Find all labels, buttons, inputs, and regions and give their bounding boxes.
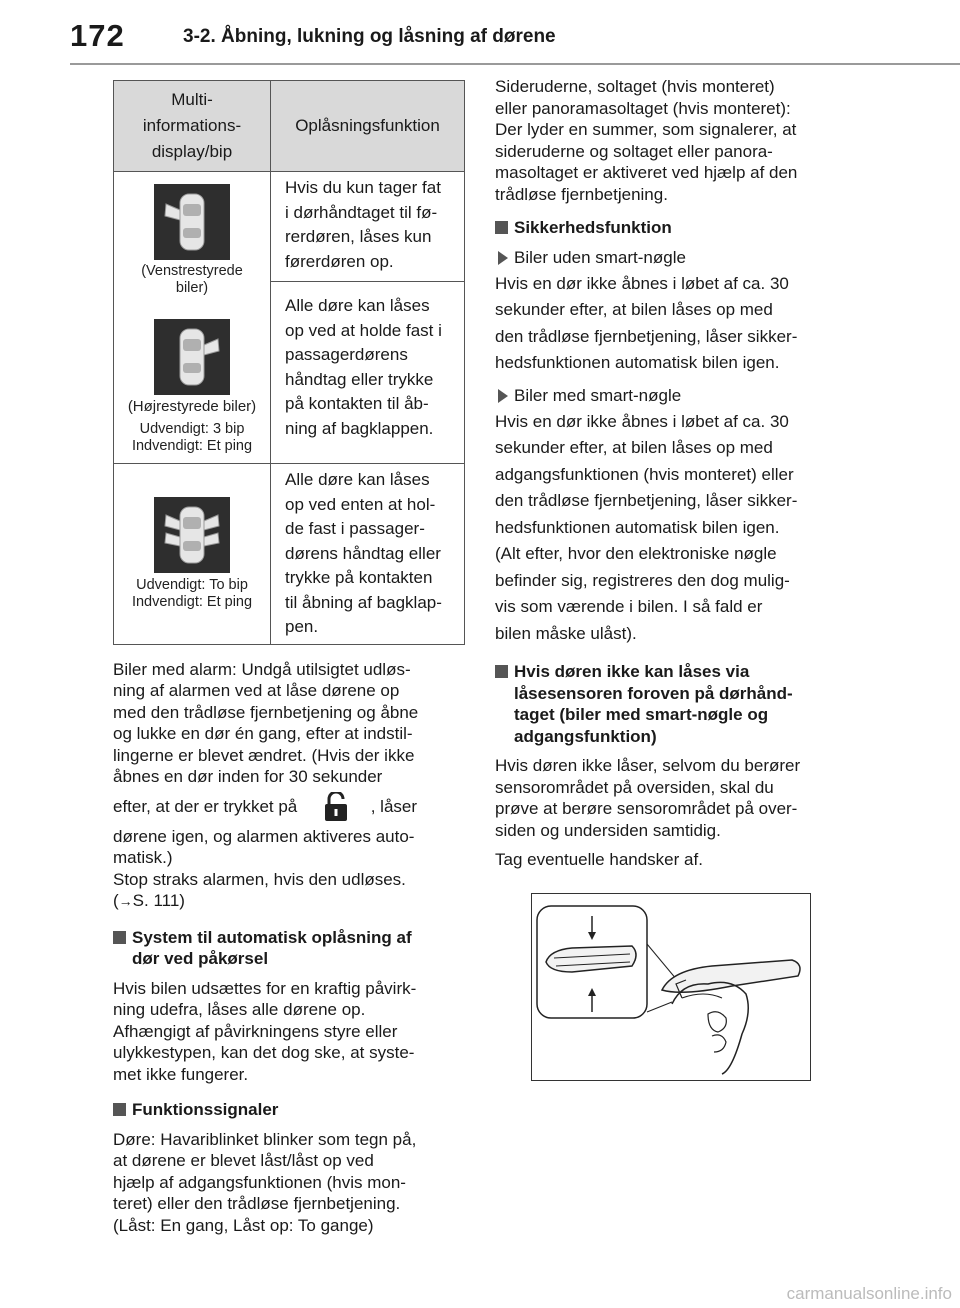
signal-line: Udvendigt: To bip — [136, 577, 248, 593]
car-left-door-open-icon — [154, 184, 230, 260]
arrow-icon: → — [118, 893, 133, 909]
function-line: Alle døre kan låses — [285, 470, 430, 489]
alarm-paragraph — [113, 659, 465, 913]
text-line: den trådløse fjernbetjening, låser sikker- — [495, 491, 798, 510]
triangle-bullet-icon — [498, 389, 508, 403]
sensor-text — [495, 755, 855, 841]
function-line: førerdøren op. — [285, 251, 394, 271]
square-bullet-icon — [113, 1103, 126, 1116]
sensor-heading — [495, 661, 855, 747]
left-column — [113, 80, 465, 1236]
heading-line: System til automatisk oplåsning af — [132, 927, 412, 947]
text-line: hjælp af adgangsfunktionen (hvis mon- — [113, 1172, 406, 1192]
smartkey-label — [495, 385, 855, 407]
text-line: Døre: Havariblinket blinker som tegn på, — [113, 1129, 417, 1149]
signal-text-1 — [115, 421, 269, 455]
text-line: siden og undersiden samtidig. — [495, 820, 721, 840]
text-line: Der lyder en summer, som signalerer, at — [495, 120, 797, 139]
signals-heading — [113, 1099, 465, 1121]
text-line: ning udefra, låses alle dørene op. — [113, 1000, 366, 1019]
alarm-text — [113, 659, 465, 788]
function-line: Alle døre kan låses — [285, 296, 430, 315]
caption-line: (Venstrestyrede — [141, 263, 243, 279]
function-line: i dørhåndtaget til fø- — [285, 202, 438, 222]
sub-heading: Biler uden smart-nøgle — [514, 247, 686, 267]
text-line: teret) eller den trådløse fjernbetjening. — [113, 1194, 401, 1213]
text-line: sensorområdet på oversiden, skal du — [495, 777, 774, 797]
text-line: Hvis bilen udsættes for en kraftig påvirk- — [113, 978, 417, 998]
text-line: matisk.) — [113, 848, 173, 867]
door-handle-illustration — [531, 893, 811, 1081]
header-line: informations- — [142, 116, 242, 135]
heading-line: taget (biler med smart-nøgle og — [514, 705, 769, 724]
function-line: på kontakten til åb- — [285, 394, 429, 413]
text-line: Stop straks alarmen, hvis den udløses. — [113, 869, 406, 889]
auto-unlock-text — [113, 978, 465, 1086]
triangle-bullet-icon — [498, 251, 508, 265]
safety-heading — [495, 217, 855, 239]
text-line: ulykkestypen, kan det dog ske, at syste- — [113, 1043, 415, 1062]
text-line: Hvis en dør ikke åbnes i løbet af ca. 30 — [495, 273, 789, 293]
function-line: rerdøren, låses kun — [285, 227, 432, 246]
signal-line: Indvendigt: Et ping — [131, 438, 253, 454]
function-line: op ved enten at hol- — [285, 494, 436, 514]
text-line: Biler med alarm: Undgå utilsigtet udløs- — [113, 659, 411, 679]
text-line: masoltaget er aktiveret ved hjælp af den — [495, 163, 798, 182]
text-line: (Låst: En gang, Låst op: To gange) — [113, 1215, 374, 1235]
function-line: pen. — [285, 617, 319, 636]
text-line: ning af alarmen ved at låse dørene op — [113, 681, 400, 700]
text-line: Hvis en dør ikke åbnes i løbet af ca. 30 — [495, 411, 789, 431]
page-header — [0, 0, 960, 64]
table-header-display — [114, 81, 271, 172]
text-line: , låser — [370, 796, 418, 816]
square-bullet-icon — [113, 931, 126, 944]
car-right-door-open-icon — [154, 319, 230, 395]
page-reference[interactable]: S. 111) — [132, 891, 185, 910]
heading-line: Sikkerhedsfunktion — [514, 218, 672, 237]
function-line: håndtag eller trykke — [285, 369, 434, 389]
table-header-function: Oplåsningsfunktion — [271, 81, 465, 172]
text-line: vis som værende i bilen. I så fald er — [495, 597, 763, 616]
function-line: til åbning af bagklap- — [285, 592, 442, 612]
text-line: befinder sig, registreres den dog mulig- — [495, 570, 790, 590]
header-line: Multi- — [171, 90, 213, 109]
function-all-doors-1 — [271, 282, 465, 464]
auto-unlock-heading — [113, 927, 465, 970]
text-line: dørene igen, og alarmen aktiveres auto- — [113, 826, 415, 846]
square-bullet-icon — [495, 665, 508, 678]
function-line: trykke på kontakten — [285, 568, 433, 587]
signal-table — [113, 80, 465, 645]
text-line: med den trådløse fjernbetjening og åbne — [113, 702, 419, 722]
function-line: ning af bagklappen. — [285, 418, 434, 438]
function-line: de fast i passager- — [285, 519, 425, 538]
header-rule — [70, 63, 960, 65]
no-smartkey-text — [495, 271, 855, 377]
heading-line: låsesensoren foroven på dørhånd- — [514, 683, 793, 703]
text-line: adgangsfunktionen (hvis monteret) eller — [495, 464, 794, 484]
table-cell-signal-1 — [114, 172, 271, 464]
footer-watermark: carmanualsonline.info — [786, 1284, 952, 1303]
windows-text — [495, 76, 855, 205]
text-line: den trådløse fjernbetjening, låser sikker- — [495, 326, 798, 346]
signal-line: Udvendigt: 3 bip — [139, 421, 245, 437]
heading-line: Hvis døren ikke kan låses via — [514, 662, 750, 681]
text-line: prøve at berøre sensorområdet på over- — [495, 799, 798, 818]
sub-heading: Biler med smart-nøgle — [514, 385, 682, 405]
signal-line: Indvendigt: Et ping — [131, 594, 253, 610]
signals-text — [113, 1129, 465, 1237]
car-all-doors-open-icon — [154, 497, 230, 573]
table-cell-signal-2 — [114, 464, 271, 645]
no-smartkey-label — [495, 247, 855, 269]
caption-right-hand: (Højrestyrede biler) — [127, 398, 257, 415]
gloves-text: Tag eventuelle handsker af. — [495, 850, 703, 869]
text-line: hedsfunktionen automatisk bilen igen. — [495, 517, 780, 537]
text-line: sekunder efter, at bilen låses op med — [495, 438, 773, 457]
text-line: og lukke en dør én gang, efter at indstil- — [113, 724, 413, 743]
text-line: bilen måske ulåst). — [495, 623, 637, 643]
text-line: sekunder efter, at bilen låses op med — [495, 300, 773, 319]
text-line: (Alt efter, hvor den elektroniske nøgle — [495, 544, 777, 563]
section-title: 3-2. Åbning, lukning og låsning af dørene — [183, 26, 556, 47]
function-driver-door — [271, 172, 465, 282]
function-line: passagerdørens — [285, 345, 408, 364]
signals-section — [113, 1099, 465, 1236]
caption-left-hand — [115, 263, 269, 297]
text-line: eller panoramasoltaget (hvis monteret): — [495, 98, 791, 118]
square-bullet-icon — [495, 221, 508, 234]
text-line: trådløse fjernbetjening. — [495, 184, 668, 204]
text-line: sideruderne og soltaget eller panora- — [495, 141, 773, 161]
text-line: Hvis døren ikke låser, selvom du berører — [495, 756, 801, 775]
text-line: hedsfunktionen automatisk bilen igen. — [495, 353, 780, 372]
text-line: Sideruderne, soltaget (hvis monteret) — [495, 77, 775, 96]
text-line: åbnes en dør inden for 30 sekunder — [113, 767, 383, 786]
smartkey-text — [495, 409, 855, 648]
signal-text-2 — [115, 577, 269, 611]
text-line: Afhængigt af påvirkningens styre eller — [113, 1021, 398, 1041]
alarm-text-2: dørene igen, og alarmen aktiveres auto- matisk.) Stop straks alarmen, hvis den udløses. (→S. 111) — [113, 826, 415, 910]
function-line: dørens håndtag eller — [285, 543, 441, 563]
page-number: 172 — [70, 18, 125, 53]
text-line: met ikke fungerer. — [113, 1064, 249, 1084]
heading-line: Funktionssignaler — [132, 1100, 279, 1119]
function-line: op ved at holde fast i — [285, 320, 442, 340]
text-line: lingerne er blevet ændret. (Hvis der ikke — [113, 745, 415, 765]
alarm-lock-line — [113, 792, 465, 826]
auto-unlock-section — [113, 927, 465, 1086]
heading-line: dør ved påkørsel — [132, 949, 269, 968]
function-all-doors-2 — [271, 464, 465, 645]
heading-line: adgangsfunktion) — [514, 726, 657, 746]
caption-line: biler) — [175, 280, 209, 296]
text-line: at dørene er blevet låst/låst op ved — [113, 1151, 374, 1170]
function-line: Hvis du kun tager fat — [285, 178, 441, 197]
text-line: efter, at der er trykket på — [113, 796, 298, 816]
header-line: display/bip — [151, 142, 233, 161]
lock-button-icon — [320, 792, 352, 822]
right-column — [495, 76, 855, 871]
